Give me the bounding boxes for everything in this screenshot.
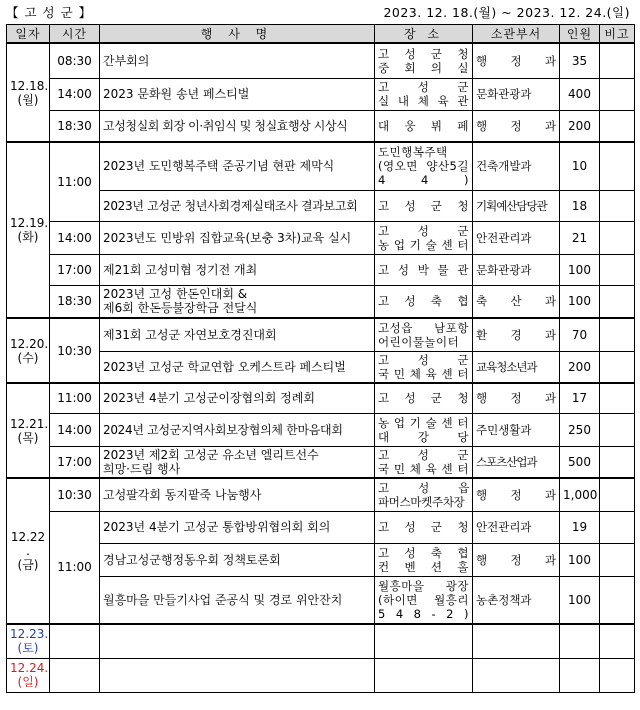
dept-cell: 축 산 과 xyxy=(473,285,560,318)
event-cell: 2024년 고성군지역사회보장협의체 한마음대회 xyxy=(100,413,375,446)
count-cell: 1,000 xyxy=(560,478,600,511)
count-cell: 35 xyxy=(560,43,600,78)
col-place-header: 장 소 xyxy=(375,25,473,44)
place-cell: 고 성 축 협 컨 벤 션 홀 xyxy=(375,543,473,576)
dept-cell: 기획예산담당관 xyxy=(473,190,560,221)
place-cell: 고성읍 남포항 어린이물놀이터 xyxy=(375,318,473,351)
dept-cell: 행 정 과 xyxy=(473,110,560,142)
count-cell: 17 xyxy=(560,383,600,413)
schedule-table xyxy=(6,24,635,693)
count-cell: 200 xyxy=(560,110,600,142)
event-cell: 2023년 고성군 청년사회경제실태조사 결과보고회 xyxy=(100,190,375,221)
table-row xyxy=(7,478,635,511)
date-cell: 12.21. (목) xyxy=(7,383,50,478)
time-cell xyxy=(50,624,100,658)
col-date-header: 일자 xyxy=(7,25,50,44)
place-cell: 고 성 군 청 xyxy=(375,190,473,221)
dept-cell: 문화관광과 xyxy=(473,254,560,285)
table-row xyxy=(7,254,635,285)
table-row xyxy=(7,351,635,383)
count-cell xyxy=(560,658,600,692)
note-cell xyxy=(600,576,635,624)
table-row xyxy=(7,511,635,543)
place-cell xyxy=(375,624,473,658)
count-cell: 500 xyxy=(560,446,600,478)
count-cell: 100 xyxy=(560,285,600,318)
note-cell xyxy=(600,221,635,254)
note-cell xyxy=(600,190,635,221)
col-count-header: 인원 xyxy=(560,25,600,44)
table-row xyxy=(7,658,635,692)
date-cell: 12.22 . (금) xyxy=(7,478,50,624)
table-row xyxy=(7,78,635,110)
count-cell xyxy=(560,624,600,658)
place-cell: 고 성 군 농 업 기 술 센 터 xyxy=(375,221,473,254)
place-cell: 고 성 군 청 xyxy=(375,511,473,543)
dept-cell: 안전관리과 xyxy=(473,221,560,254)
table-row xyxy=(7,190,635,221)
time-cell: 17:00 xyxy=(50,254,100,285)
table-row xyxy=(7,43,635,78)
count-cell: 100 xyxy=(560,576,600,624)
time-cell: 18:30 xyxy=(50,285,100,318)
place-cell xyxy=(375,658,473,692)
event-cell: 고성청실회 회장 이·취임식 및 청실효행상 시상식 xyxy=(100,110,375,142)
dept-cell: 건축개발과 xyxy=(473,142,560,190)
table-row xyxy=(7,383,635,413)
place-cell: 고 성 군 실 내 체 육 관 xyxy=(375,78,473,110)
dept-cell: 행 정 과 xyxy=(473,478,560,511)
dept-cell xyxy=(473,624,560,658)
count-cell: 21 xyxy=(560,221,600,254)
time-cell: 17:00 xyxy=(50,446,100,478)
dept-cell: 스포츠산업과 xyxy=(473,446,560,478)
place-cell: 고 성 군 국 민 체 육 센 터 xyxy=(375,446,473,478)
count-cell: 200 xyxy=(560,351,600,383)
place-cell: 고 성 축 협 xyxy=(375,285,473,318)
date-cell: 12.18. (월) xyxy=(7,43,50,142)
table-row xyxy=(7,624,635,658)
dept-cell: 교육청소년과 xyxy=(473,351,560,383)
place-cell: 고 성 군 청 xyxy=(375,383,473,413)
event-cell: 제21회 고성미협 정기전 개최 xyxy=(100,254,375,285)
time-cell: 18:30 xyxy=(50,110,100,142)
col-dept-header: 소관부서 xyxy=(473,25,560,44)
table-row xyxy=(7,446,635,478)
count-cell: 10 xyxy=(560,142,600,190)
note-cell xyxy=(600,624,635,658)
note-cell xyxy=(600,78,635,110)
time-cell: 10:30 xyxy=(50,318,100,383)
note-cell xyxy=(600,285,635,318)
event-cell: 2023년도 민방위 집합교육(보충 3차)교육 실시 xyxy=(100,221,375,254)
table-row xyxy=(7,110,635,142)
event-cell xyxy=(100,624,375,658)
dept-cell: 안전관리과 xyxy=(473,511,560,543)
note-cell xyxy=(600,318,635,351)
note-cell xyxy=(600,413,635,446)
count-cell: 19 xyxy=(560,511,600,543)
event-cell: 경남고성군행정동우회 정책토론회 xyxy=(100,543,375,576)
place-cell: 농 업 기 술 센 터 대 강 당 xyxy=(375,413,473,446)
dept-cell: 문화관광과 xyxy=(473,78,560,110)
place-cell: 고 성 군 청 중 회 의 실 xyxy=(375,43,473,78)
event-cell xyxy=(100,658,375,692)
event-cell: 간부회의 xyxy=(100,43,375,78)
count-cell: 100 xyxy=(560,254,600,285)
event-cell: 2023 문화원 송년 페스티벌 xyxy=(100,78,375,110)
event-cell: 2023년 고성군 학교연합 오케스트라 페스티벌 xyxy=(100,351,375,383)
period-range: 2023. 12. 18.(월) ~ 2023. 12. 24.(일) xyxy=(383,5,630,20)
event-cell: 제31회 고성군 자연보호경진대회 xyxy=(100,318,375,351)
count-cell: 400 xyxy=(560,78,600,110)
dept-cell: 행 정 과 xyxy=(473,543,560,576)
note-cell xyxy=(600,351,635,383)
dept-cell: 행 정 과 xyxy=(473,383,560,413)
note-cell xyxy=(600,543,635,576)
table-row xyxy=(7,413,635,446)
place-cell: 고 성 박 물 관 xyxy=(375,254,473,285)
dept-cell: 주민생활과 xyxy=(473,413,560,446)
dept-cell: 행 정 과 xyxy=(473,43,560,78)
count-cell: 100 xyxy=(560,543,600,576)
dept-cell: 농촌정책과 xyxy=(473,576,560,624)
note-cell xyxy=(600,511,635,543)
event-cell: 2023년 4분기 고성군 통합방위협의회 회의 xyxy=(100,511,375,543)
event-cell: 2023년 4분기 고성군이장협의회 정례회 xyxy=(100,383,375,413)
dept-cell: 환 경 과 xyxy=(473,318,560,351)
count-cell: 250 xyxy=(560,413,600,446)
col-time-header: 시간 xyxy=(50,25,100,44)
time-cell: 08:30 xyxy=(50,43,100,78)
region-title: 【 고 성 군 】 xyxy=(6,5,93,20)
table-row xyxy=(7,576,635,624)
note-cell xyxy=(600,254,635,285)
note-cell xyxy=(600,478,635,511)
note-cell xyxy=(600,658,635,692)
note-cell xyxy=(600,446,635,478)
time-cell: 14:00 xyxy=(50,221,100,254)
dept-cell xyxy=(473,658,560,692)
table-row xyxy=(7,142,635,190)
date-cell: 12.23. (토) xyxy=(7,624,50,658)
time-cell: 14:00 xyxy=(50,413,100,446)
col-note-header: 비고 xyxy=(600,25,635,44)
col-event-header: 행 사 명 xyxy=(100,25,375,44)
date-cell: 12.24. (일) xyxy=(7,658,50,692)
table-row xyxy=(7,285,635,318)
event-cell: 2023년 도민행복주택 준공기념 현판 제막식 xyxy=(100,142,375,190)
event-cell: 2023년 제2회 고성군 유소년 엘리트선수 희망·드림 행사 xyxy=(100,446,375,478)
time-cell: 11:00 xyxy=(50,511,100,624)
time-cell: 11:00 xyxy=(50,142,100,221)
date-cell: 12.20. (수) xyxy=(7,318,50,383)
event-cell: 고성팔각회 동지팥죽 나눔행사 xyxy=(100,478,375,511)
table-row xyxy=(7,318,635,351)
place-cell: 고 성 군 국 민 체 육 센 터 xyxy=(375,351,473,383)
note-cell xyxy=(600,142,635,190)
note-cell xyxy=(600,383,635,413)
note-cell xyxy=(600,110,635,142)
table-row xyxy=(7,543,635,576)
event-cell: 2023년 고성 한돈인대회 & 제6회 한돈등불장학금 전달식 xyxy=(100,285,375,318)
place-cell: 고 성 읍 파머스마켓주차장 xyxy=(375,478,473,511)
table-row xyxy=(7,221,635,254)
time-cell xyxy=(50,658,100,692)
count-cell: 18 xyxy=(560,190,600,221)
event-cell: 월흥마을 만들기사업 준공식 및 경로 위안잔치 xyxy=(100,576,375,624)
time-cell: 14:00 xyxy=(50,78,100,110)
note-cell xyxy=(600,43,635,78)
time-cell: 11:00 xyxy=(50,383,100,413)
place-cell: 월흥마을 광장 (하이면 월흥리 5 4 8 - 2 ) xyxy=(375,576,473,624)
time-cell: 10:30 xyxy=(50,478,100,511)
header-row xyxy=(7,25,635,44)
count-cell: 70 xyxy=(560,318,600,351)
date-cell: 12.19. (화) xyxy=(7,142,50,318)
place-cell: 도민행복주택 (영오면 양산5길 4 4 ) xyxy=(375,142,473,190)
place-cell: 대 웅 뷔 페 xyxy=(375,110,473,142)
